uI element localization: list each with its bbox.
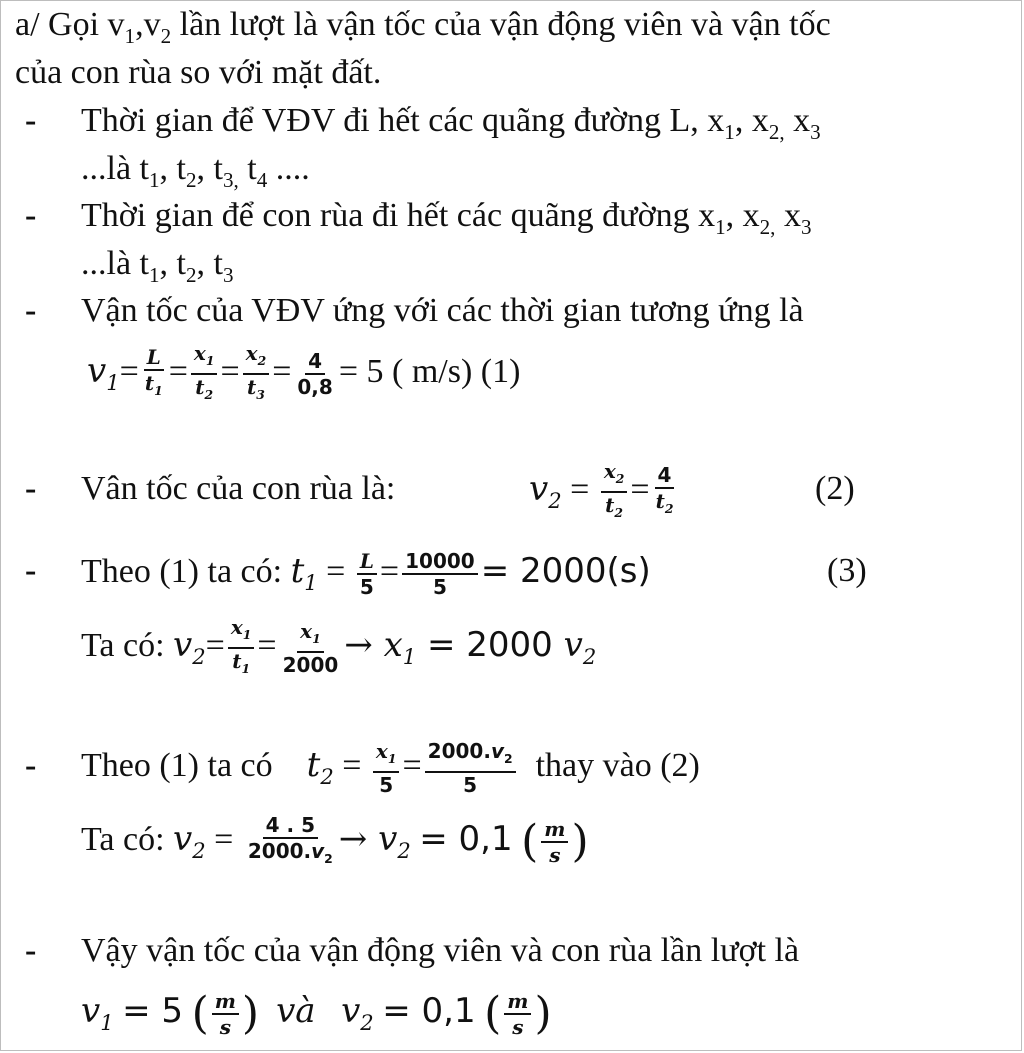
bullet-dash: - [25,552,37,589]
intro-line-1: a/ Gọi $v_1,v_2$ lần lượt là vận tốc của vận động viên và vận tốc [15,6,831,48]
bullet-dash: - [25,197,37,234]
intro-line-2: của con rùa so với mặt đất. [15,54,382,91]
item-2-line-2: ...là $t_1$, $t_2$, $t_3$ [81,245,234,287]
equation-7: $v_1 = 5$ ( $\frac{m}{s}$ ) và $v_2 = 0,1$ ( $\frac{m}{s}$ ) [81,988,552,1040]
item-4-text: Vân tốc của con rùa là: [81,470,396,507]
item-1-line-2: ...là $t_1$, $t_2$, $t_{3,}$ $t_4$ .... [81,150,310,192]
equation-3: Theo (1) ta có: $t_1$ = $\frac{L}{5}$ = $\frac{10000}{5}$ = 2000(s) [81,549,651,600]
equation-6: Ta có: $v_2$ = $\frac{4 . 5}{2000.v_2}$ → $v_2 = 0,1$ ( $\frac{m}{s}$ ) [81,813,589,868]
bullet-dash: - [25,102,37,139]
equation-1: $v_1=$ $\frac{L}{t_1}$ = $\frac{x_1}{t_2}$ = $\frac{x_2}{t_3}$ = $\frac{4}{0,8}$ = 5 ( m/s) (1) [87,341,521,402]
equation-4: Ta có: $v_2=$ $\frac{x_1}{t_1}$ = $\frac{x_1}{2000}$ → $x_1 = 2000$ $v_2$ [81,615,597,678]
equation-2: $v_2$ = $\frac{x_2}{t_2}$ = $\frac{4}{t_2}$ [529,459,674,521]
item-7-text: Vậy vận tốc của vận động viên và con rùa lần lượt là [81,932,800,969]
item-3-line-1: Vận tốc của VĐV ứng với các thời gian tương ứng là [81,292,804,329]
bullet-dash: - [25,470,37,507]
equation-5: Theo (1) ta có $t_2$ = $\frac{x_1}{5}$ = $\frac{2000.v_2}{5}$ thay vào (2) [81,739,700,798]
bullet-dash: - [25,747,37,784]
equation-3-label: (3) [827,552,867,589]
item-2-line-1: Thời gian để con rùa đi hết các quãng đường $x_1$, $x_{2,}$ $x_3$ [81,197,812,239]
item-1-line-1: Thời gian để VĐV đi hết các quãng đường L, $x_1$, $x_{2,}$ $x_3$ [81,102,821,144]
equation-2-label: (2) [815,470,855,507]
bullet-dash: - [25,292,37,329]
bullet-dash: - [25,932,37,969]
